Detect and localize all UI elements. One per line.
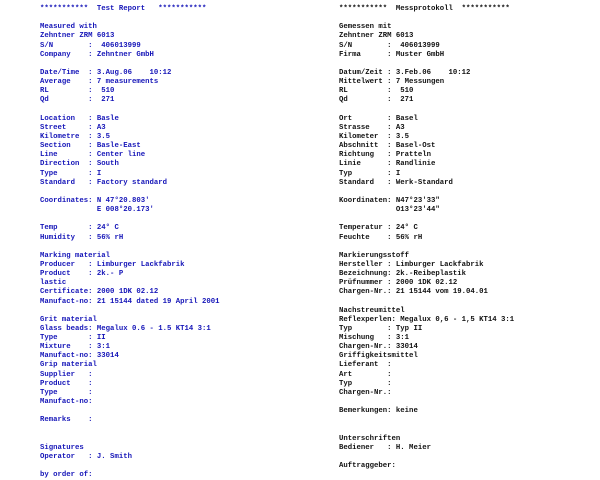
report-en-line: Kilometre : 3.5 xyxy=(40,132,111,141)
report-en-line xyxy=(40,462,220,471)
report-en-line xyxy=(40,106,220,115)
report-en-line xyxy=(40,407,220,416)
report-en-line xyxy=(40,14,220,23)
report-de-line: Gemessen mit xyxy=(339,23,392,32)
report-en-line: Qd : 271 xyxy=(40,96,115,105)
report-en-line xyxy=(40,425,220,434)
report-de-line: Chargen-Nr.: 33014 xyxy=(339,343,418,352)
report-en-line: Location : Basle xyxy=(40,114,119,123)
report-en-line: Remarks : xyxy=(40,416,93,425)
report-en-line: Supplier : xyxy=(40,370,93,379)
report-en-line: Glass beads: Megalux 0.6 - 1.5 KT14 3:1 xyxy=(40,324,211,333)
report-de-line: Lieferant : xyxy=(339,361,392,370)
report-en-line: Measured with xyxy=(40,23,97,32)
report-de-line xyxy=(339,453,514,462)
report-de-line: Feuchte : 56% rH xyxy=(339,233,423,242)
report-en-line: Marking material xyxy=(40,251,111,260)
report-de-line xyxy=(339,60,514,69)
report-de-line: Ort : Basel xyxy=(339,114,418,123)
report-de-line: Strasse : A3 xyxy=(339,123,405,132)
report-de-line xyxy=(339,425,514,434)
report-en-line: Product : 2k.- P xyxy=(40,270,124,279)
report-en-line: Line : Center line xyxy=(40,151,146,160)
report-de-line: Art : xyxy=(339,370,392,379)
report-de-line: Nachstreumittel xyxy=(339,306,405,315)
report-en-line: Section : Basle-East xyxy=(40,142,141,151)
report-en-line: lastic xyxy=(40,279,67,288)
report-en-line: Grit material xyxy=(40,315,97,324)
report-de-line: Prüfnummer : 2000 1DK 02.12 xyxy=(339,279,458,288)
report-en-line: Date/Time : 3.Aug.06 10:12 xyxy=(40,68,172,77)
report-en-line: *********** Test Report *********** xyxy=(40,5,207,13)
report-en-line: Producer : Limburger Lackfabrik xyxy=(40,260,185,269)
report-de-line: Chargen-Nr.: xyxy=(339,388,392,397)
messprotokoll-german xyxy=(339,5,514,471)
report-de-line: Abschnitt : Basel-Ost xyxy=(339,142,436,151)
report-de-line: Bediener : H. Meier xyxy=(339,443,431,452)
report-de-line: Kilometer : 3.5 xyxy=(339,132,410,141)
report-de-line: Zehntner ZRM 6013 xyxy=(339,32,414,41)
report-de-line: Richtung : Pratteln xyxy=(339,151,431,160)
report-en-line: RL : 510 xyxy=(40,87,115,96)
report-de-line: Firma : Muster GmbH xyxy=(339,50,445,59)
report-de-line: Unterschriften xyxy=(339,434,401,443)
report-de-line: O13°23'44" xyxy=(339,206,440,215)
report-de-line: Koordinaten: N47°23'33" xyxy=(339,196,440,205)
report-de-line xyxy=(339,215,514,224)
report-de-line: Temperatur : 24° C xyxy=(339,224,418,233)
report-de-line xyxy=(339,14,514,23)
report-en-line: Operator : J. Smith xyxy=(40,452,132,461)
report-de-line: Typ : Typ II xyxy=(339,324,423,333)
report-de-line xyxy=(339,243,514,252)
report-en-line: Humidity : 56% rH xyxy=(40,233,124,242)
report-en-line: by order of: xyxy=(40,471,93,480)
report-en-line xyxy=(40,307,220,316)
report-en-line: Manufact-no: 21 15144 dated 19 April 2001 xyxy=(40,297,220,306)
report-en-line xyxy=(40,215,220,224)
report-en-line: Grip material xyxy=(40,361,97,370)
report-en-line: E 008°20.173' xyxy=(40,206,154,215)
report-de-line: Datum/Zeit : 3.Feb.06 10:12 xyxy=(339,68,471,77)
report-en-line: Type : II xyxy=(40,334,106,343)
report-en-line: Certificate: 2000 1DK 02.12 xyxy=(40,288,159,297)
report-en-line: Manufact-no: 33014 xyxy=(40,352,119,361)
report-de-line xyxy=(339,416,514,425)
report-en-line: S/N : 406013999 xyxy=(40,41,141,50)
report-en-line xyxy=(40,60,220,69)
report-en-line: Product : xyxy=(40,379,93,388)
report-en-line: Coordinates: N 47°20.803' xyxy=(40,196,150,205)
report-de-line: Qd : 271 xyxy=(339,96,414,105)
report-de-line: Auftraggeber: xyxy=(339,462,396,471)
report-en-line: Type : xyxy=(40,388,93,397)
report-de-line: Mittelwert : 7 Messungen xyxy=(339,78,445,87)
report-en-line: Street : A3 xyxy=(40,123,106,132)
report-en-line: Standard : Factory standard xyxy=(40,178,167,187)
report-en-line: Type : I xyxy=(40,169,102,178)
report-en-line: Signatures xyxy=(40,443,84,452)
report-de-line: Typ : I xyxy=(339,169,401,178)
report-en-line: Company : Zehntner GmbH xyxy=(40,50,154,59)
report-de-line: Bezeichnung: 2k.-Reibeplastik xyxy=(339,270,466,279)
report-en-line xyxy=(40,243,220,252)
report-en-line: Mixture : 3:1 xyxy=(40,343,111,352)
report-en-line: Manufact-no: xyxy=(40,398,93,407)
report-de-line: *********** Messprotokoll *********** xyxy=(339,5,510,13)
report-de-line: Standard : Werk-Standard xyxy=(339,178,453,187)
report-de-line: Linie : Randlinie xyxy=(339,160,436,169)
report-en-line xyxy=(40,188,220,197)
report-de-line: Typ : xyxy=(339,379,392,388)
report-de-line xyxy=(339,106,514,115)
report-de-line xyxy=(339,298,514,307)
report-de-line: Griffigkeitsmittel xyxy=(339,352,418,361)
test-report-english xyxy=(40,5,220,480)
report-en-line: Temp : 24° C xyxy=(40,224,119,233)
report-de-line: Mischung : 3:1 xyxy=(339,334,410,343)
report-de-line: S/N : 406013999 xyxy=(339,41,440,50)
report-en-line: Zehntner ZRM 6013 xyxy=(40,32,115,41)
report-de-line: Hersteller : Limburger Lackfabrik xyxy=(339,260,484,269)
report-de-line: Reflexperlen: Megalux 0,6 - 1,5 KT14 3:1 xyxy=(339,315,515,324)
report-de-line: Bemerkungen: keine xyxy=(339,407,418,416)
report-en-line xyxy=(40,435,220,444)
report-de-line: RL : 510 xyxy=(339,87,414,96)
report-de-line xyxy=(339,188,514,197)
report-de-line: Chargen-Nr.: 21 15144 vom 19.04.01 xyxy=(339,288,488,297)
report-de-line: Markierungsstoff xyxy=(339,251,410,260)
report-en-line: Direction : South xyxy=(40,160,119,169)
report-de-line xyxy=(339,398,514,407)
report-en-line: Average : 7 measurements xyxy=(40,78,159,87)
